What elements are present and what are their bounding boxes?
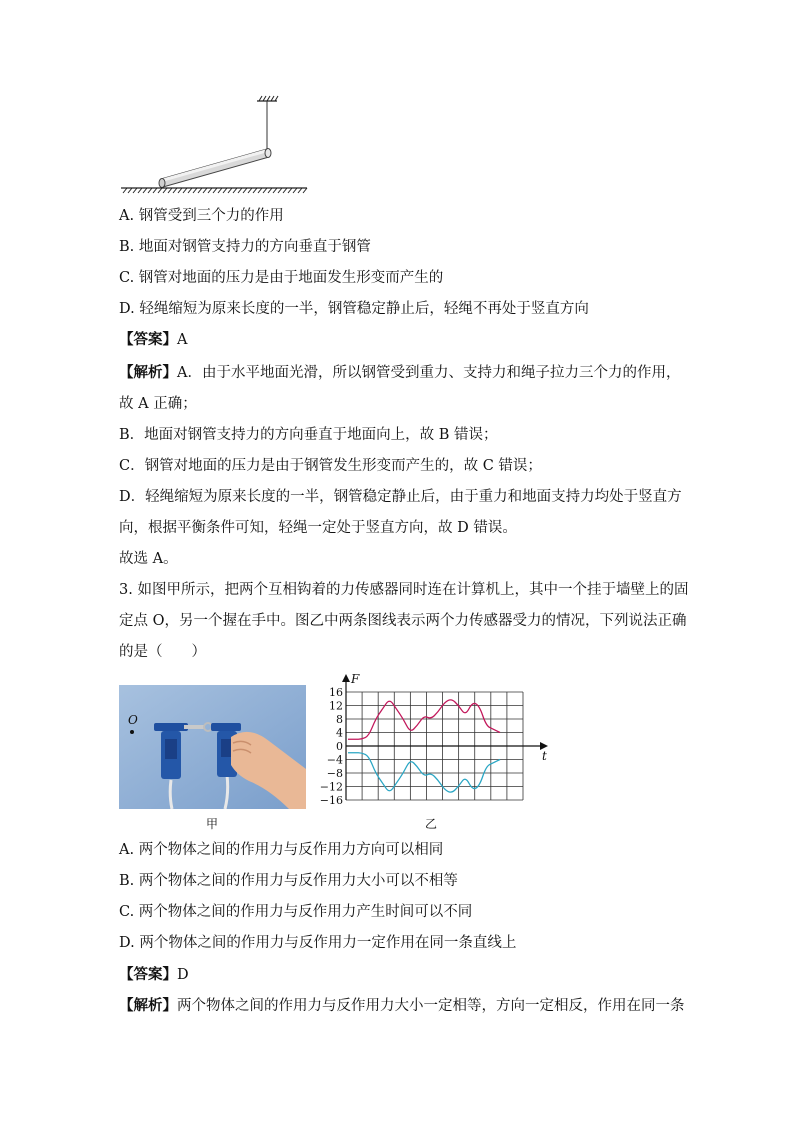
q2-option-a: A. 钢管受到三个力的作用 (119, 208, 284, 224)
q2-analysis-line-2: 故 A 正确； (119, 396, 197, 412)
q2-answer-label: 【答案】 (119, 331, 177, 348)
sensor-photo (119, 685, 306, 809)
q3-analysis (119, 997, 685, 1015)
caption-jia: 甲 (206, 817, 219, 831)
force-time-chart (318, 670, 558, 810)
q2-analysis-line-5: D．轻绳缩短为原来长度的一半，钢管稳定静止后，由于重力和地面支持力均处于竖直方 (119, 489, 682, 505)
q3-analysis-text: 两个物体之间的作用力与反作用力大小一定相等，方向一定相反，作用在同一条 (177, 998, 685, 1014)
y-tick-label: 0 (336, 740, 343, 753)
pipe-figure (119, 95, 314, 195)
y-tick-label: −4 (326, 753, 343, 767)
y-tick-label: 12 (329, 699, 343, 713)
y-tick-label: −8 (326, 767, 343, 780)
y-axis-arrow (342, 674, 350, 682)
y-tick-label: 16 (329, 686, 343, 699)
y-tick-label: −12 (319, 780, 343, 794)
q3-answer-value: D (177, 967, 189, 983)
q3-option-c: C. 两个物体之间的作用力与反作用力产生时间可以不同 (119, 904, 473, 920)
q3-option-b: B. 两个物体之间的作用力与反作用力大小可以不相等 (119, 873, 458, 889)
q3-stem-line-3: 的是（ ） (119, 644, 206, 660)
q3-analysis-label: 【解析】 (119, 997, 177, 1014)
q3-stem-line-2: 定点 O，另一个握在手中。图乙中两条图线表示两个力传感器受力的情况，下列说法正确 (119, 613, 687, 629)
y-tick-label: −16 (319, 794, 343, 807)
y-axis-label: F (351, 672, 360, 686)
point-o-label: O (128, 713, 138, 727)
caption-yi: 乙 (425, 817, 438, 831)
q2-analysis-label: 【解析】 (119, 364, 177, 381)
q2-option-d: D. 轻绳缩短为原来长度的一半，钢管稳定静止后，轻绳不再处于竖直方向 (119, 301, 589, 317)
x-axis-label: t (542, 749, 547, 763)
q2-analysis-line-4: C．钢管对地面的压力是由于钢管发生形变而产生的，故 C 错误； (119, 458, 542, 474)
q2-option-c: C. 钢管对地面的压力是由于地面发生形变而产生的 (119, 270, 444, 286)
q2-analysis-line-3: B．地面对钢管支持力的方向垂直于地面向上，故 B 错误； (119, 427, 498, 443)
y-tick-label: 4 (336, 726, 343, 740)
q3-answer-label: 【答案】 (119, 966, 177, 983)
q2-analysis-line-1 (119, 364, 680, 382)
q2-answer (119, 331, 187, 349)
q2-analysis-line-6: 向，根据平衡条件可知，轻绳一定处于竖直方向，故 D 错误。 (119, 520, 517, 536)
q3-option-a: A. 两个物体之间的作用力与反作用力方向可以相同 (119, 842, 444, 858)
q2-answer-value: A (177, 332, 188, 348)
q2-analysis-line-7: 故选 A。 (119, 551, 178, 567)
q3-stem-line-1: 3. 如图甲所示，把两个互相钩着的力传感器同时连在计算机上，其中一个挂于墙壁上的固 (119, 582, 689, 598)
y-tick-label: 8 (336, 713, 343, 726)
q3-answer (119, 966, 189, 984)
q2-analysis-text: A．由于水平地面光滑，所以钢管受到重力、支持力和绳子拉力三个力的作用， (177, 365, 681, 381)
q3-option-d: D. 两个物体之间的作用力与反作用力一定作用在同一条直线上 (119, 935, 517, 951)
q2-option-b: B. 地面对钢管支持力的方向垂直于钢管 (119, 239, 371, 255)
